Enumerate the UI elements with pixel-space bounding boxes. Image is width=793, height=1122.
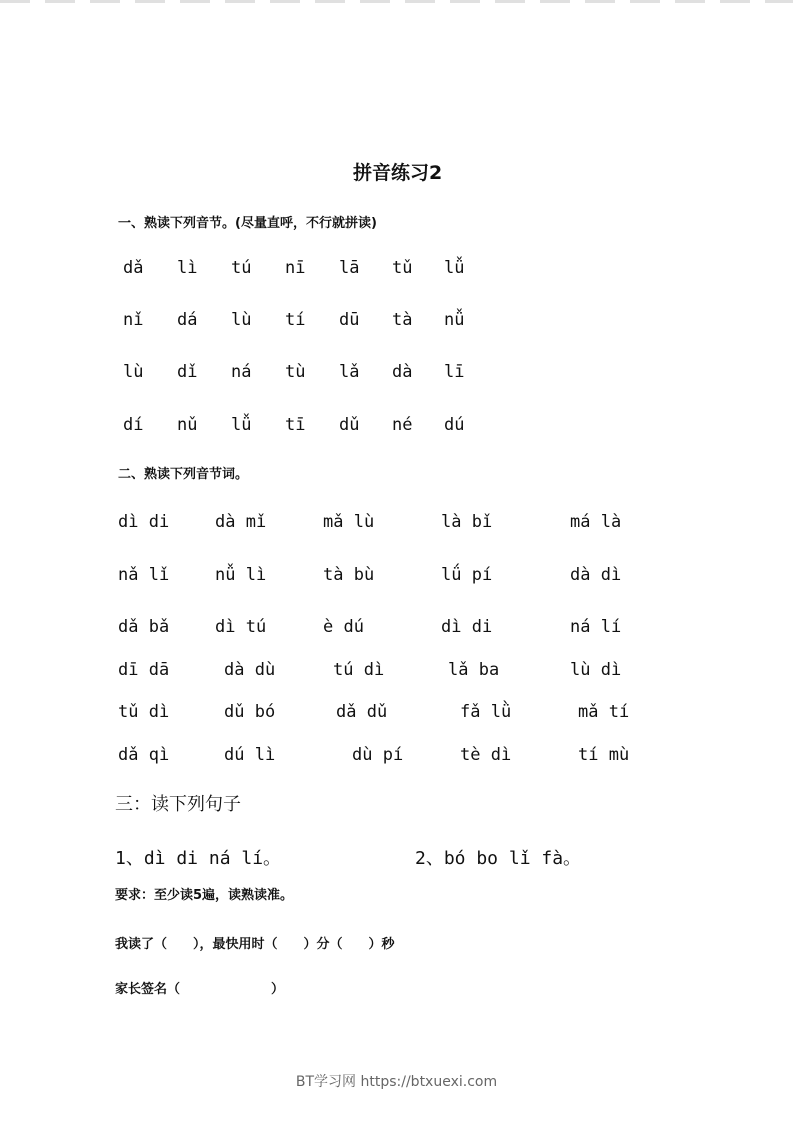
syllable: lī: [444, 362, 465, 382]
syllable: dǐ: [177, 362, 198, 382]
pinyin-word: nǎ lǐ: [118, 565, 170, 585]
pinyin-word: dù pí: [352, 745, 404, 765]
syllable: nǐ: [123, 310, 144, 330]
pinyin-word: nǚ lì: [215, 565, 267, 585]
pinyin-word: lǎ ba: [448, 660, 500, 680]
pinyin-word: fǎ lǜ: [460, 702, 512, 722]
pinyin-word: dī dā: [118, 660, 170, 680]
syllable: lǎ: [339, 362, 360, 382]
syllable: nī: [285, 258, 306, 278]
syllable: tà: [392, 310, 413, 330]
footer-watermark: BT学习网 https://btxuexi.com: [295, 1074, 498, 1090]
syllable: lǚ: [231, 415, 252, 435]
pinyin-word: dì di: [118, 512, 170, 532]
read-record-line: 我读了（ ），最快用时（ ）分（ ）秒: [115, 937, 395, 952]
syllable: tí: [285, 310, 306, 330]
syllable: né: [392, 415, 413, 435]
sentence-2: 2、bó bo lǐ fà。: [415, 848, 582, 869]
pinyin-word: tǔ dì: [118, 702, 170, 722]
pinyin-word: tú dì: [333, 660, 385, 680]
section1-heading: 一、熟读下列音节。(尽量直呼，不行就拼读): [118, 216, 377, 231]
syllable: dǎ: [123, 258, 144, 278]
syllable: lù: [231, 310, 252, 330]
syllable: tú: [231, 258, 252, 278]
pinyin-word: dà mǐ: [215, 512, 267, 532]
syllable: lì: [177, 258, 198, 278]
pinyin-word: dà dì: [570, 565, 622, 585]
pinyin-word: lǘ pí: [441, 565, 493, 585]
pinyin-word: tà bù: [323, 565, 375, 585]
section3-heading: 三：读下列句子: [115, 794, 241, 815]
requirement-text: 要求：至少读5遍，读熟读准。: [115, 888, 294, 903]
pinyin-word: mǎ lù: [323, 512, 375, 532]
syllable: dá: [177, 310, 198, 330]
syllable: dí: [123, 415, 144, 435]
pinyin-word: tí mù: [578, 745, 630, 765]
pinyin-word: è dú: [323, 617, 364, 637]
syllable: dū: [339, 310, 360, 330]
page-title: 拼音练习2: [353, 162, 443, 184]
pinyin-word: lù dì: [570, 660, 622, 680]
pinyin-word: dǔ bó: [224, 702, 276, 722]
pinyin-word: ná lí: [570, 617, 622, 637]
syllable: lǚ: [444, 258, 465, 278]
pinyin-word: tè dì: [460, 745, 512, 765]
pinyin-word: dú lì: [224, 745, 276, 765]
parent-signature-line: 家长签名（ ）: [115, 982, 285, 997]
pinyin-word: dì tú: [215, 617, 267, 637]
pinyin-word: dǎ dǔ: [336, 702, 388, 722]
syllable: nǚ: [444, 310, 465, 330]
syllable: tù: [285, 362, 306, 382]
section2-heading: 二、熟读下列音节词。: [118, 467, 249, 482]
scan-edge: [0, 0, 793, 3]
syllable: lā: [339, 258, 360, 278]
syllable: lù: [123, 362, 144, 382]
pinyin-word: là bǐ: [441, 512, 493, 532]
syllable: dú: [444, 415, 465, 435]
pinyin-word: dà dù: [224, 660, 276, 680]
syllable: tǔ: [392, 258, 413, 278]
syllable: nǔ: [177, 415, 198, 435]
pinyin-word: dǎ qì: [118, 745, 170, 765]
sentence-1: 1、dì di ná lí。: [115, 848, 282, 869]
syllable: tī: [285, 415, 306, 435]
pinyin-word: má là: [570, 512, 622, 532]
syllable: dǔ: [339, 415, 360, 435]
pinyin-word: dì di: [441, 617, 493, 637]
pinyin-word: mǎ tí: [578, 702, 630, 722]
syllable: ná: [231, 362, 252, 382]
syllable: dà: [392, 362, 413, 382]
pinyin-word: dǎ bǎ: [118, 617, 170, 637]
